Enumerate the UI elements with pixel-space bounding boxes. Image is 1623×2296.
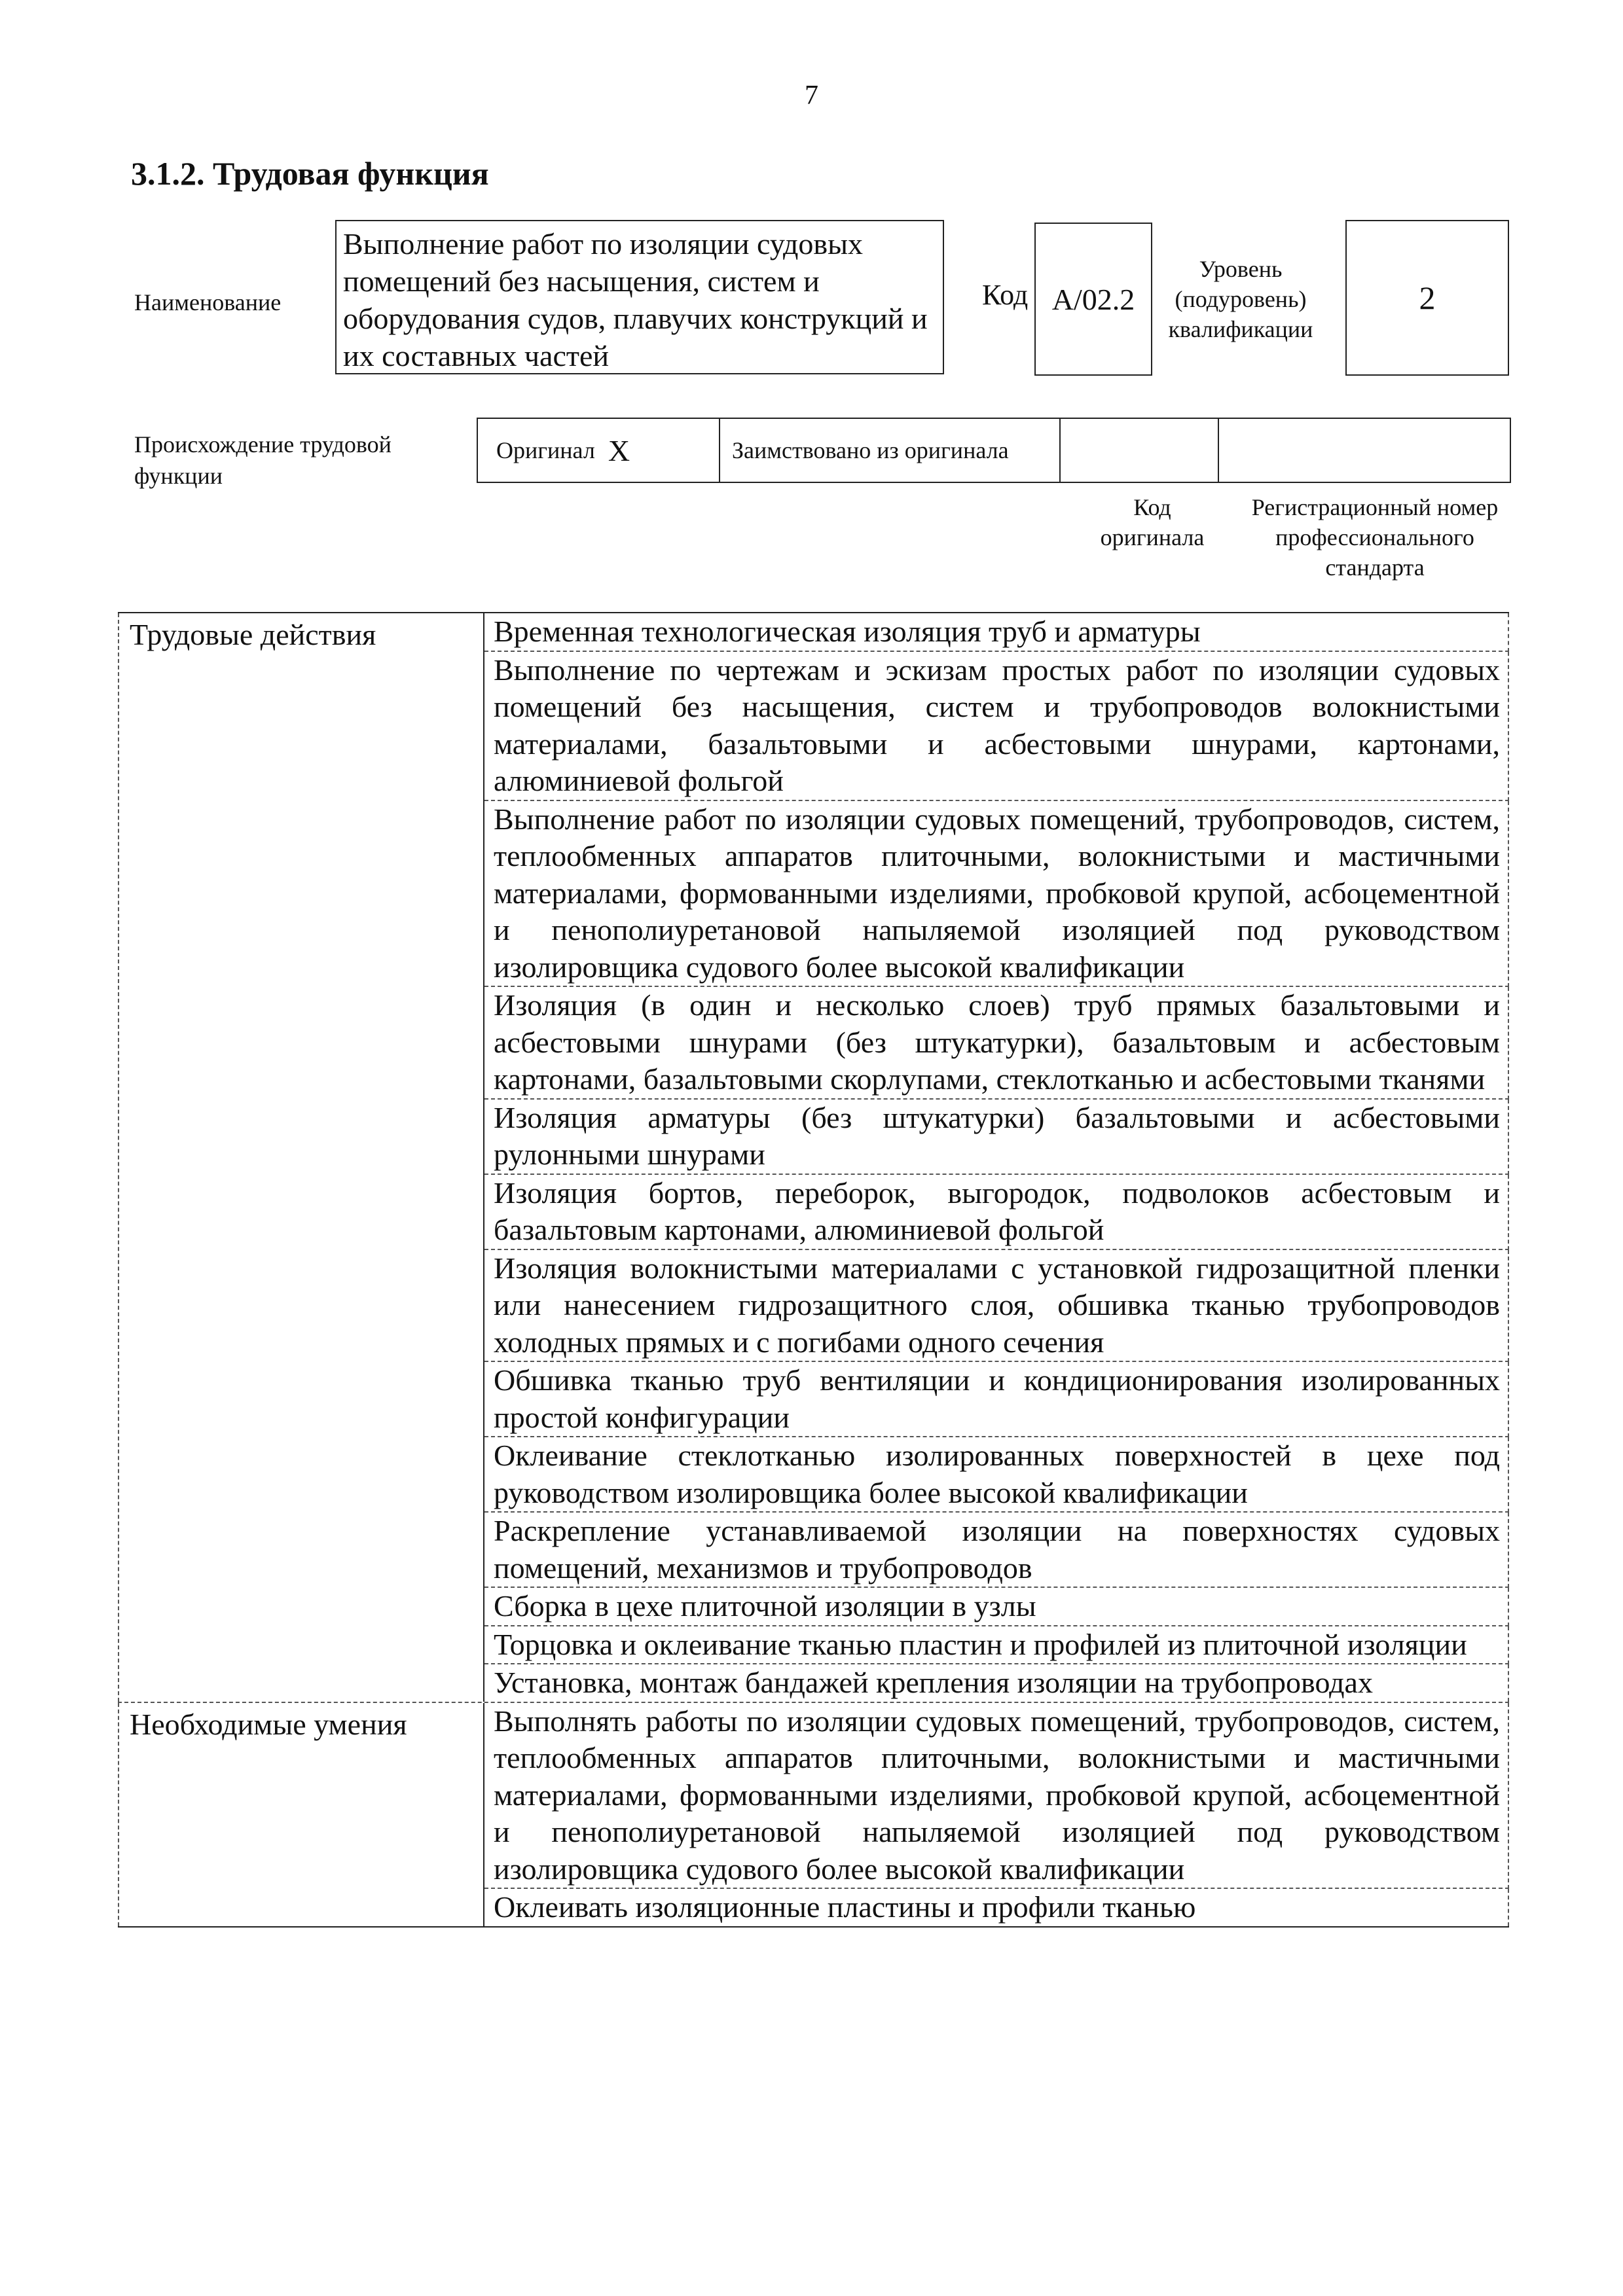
code-label: Код — [982, 279, 1029, 311]
list-item: Оклеивание стеклотканью изолированных поверхностей в цехе под руководством изолировщика более высокой квалификации — [484, 1437, 1509, 1513]
code-value: А/02.2 — [1051, 282, 1135, 316]
level-label-line-3: квалификации — [1168, 316, 1313, 342]
list-item: Обшивка тканью труб вентиляции и кондиционирования изолированных простой конфигурации — [484, 1362, 1509, 1437]
section-title: 3.1.2. Трудовая функция — [131, 155, 489, 192]
required-skills-row — [118, 1703, 1509, 1926]
list-item: Временная технологическая изоляция труб и арматуры — [484, 613, 1509, 652]
required-skills-list — [484, 1703, 1509, 1926]
labor-actions-row — [118, 613, 1509, 1703]
level-value: 2 — [1419, 279, 1436, 316]
list-item: Сборка в цехе плиточной изоляции в узлы — [484, 1588, 1509, 1626]
registration-number-cell — [1219, 418, 1511, 483]
list-item: Изоляция (в один и несколько слоев) труб прямых базальтовыми и асбестовыми шнурами (без штукатурки), базальтовым и асбестовым картонами, базальтовыми скорлупами, стеклотканью и асбестовыми тканями — [484, 987, 1509, 1100]
original-label: Оригинал — [496, 437, 595, 463]
list-item: Оклеивать изоляционные пластины и профили тканью — [484, 1889, 1509, 1926]
name-label: Наименование — [134, 289, 282, 315]
original-code-caption-line-1: Код — [1133, 494, 1171, 520]
origin-row — [477, 418, 1511, 483]
original-code-caption — [1061, 492, 1244, 552]
list-item: Выполнение работ по изоляции судовых помещений, трубопроводов, систем, теплообменных аппаратов плиточными, волокнистыми и мастичными материалами, формованными изделиями, пробковой крупой, асбоцементной и пенополиуретановой напыляемой изоляцией под руководством изолировщика судового более высокой квалификации — [484, 801, 1509, 988]
level-value-box — [1345, 220, 1509, 376]
original-code-cell — [1061, 418, 1219, 483]
level-label — [1156, 254, 1326, 344]
original-code-caption-line-2: оригинала — [1100, 524, 1205, 550]
labor-actions-list — [484, 613, 1509, 1702]
list-item: Изоляция бортов, переборок, выгородок, подволоков асбестовым и базальтовым картонами, алюминиевой фольгой — [484, 1175, 1509, 1250]
borrowed-cell — [720, 418, 1061, 483]
name-value-box: Выполнение работ по изоляции судовых помещений без насыщения, систем и оборудования судов, плавучих конструкций и их составных частей — [335, 220, 944, 374]
level-label-line-2: (подуровень) — [1175, 286, 1307, 312]
original-cell — [477, 418, 720, 483]
registration-caption-line-3: стандарта — [1325, 554, 1425, 581]
list-item: Торцовка и оклеивание тканью пластин и профилей из плиточной изоляции — [484, 1626, 1509, 1665]
list-item: Раскрепление устанавливаемой изоляции на поверхностях судовых помещений, механизмов и трубопроводов — [484, 1513, 1509, 1588]
list-item: Изоляция арматуры (без штукатурки) базальтовыми и асбестовыми рулонными шнурами — [484, 1100, 1509, 1175]
borrowed-label: Заимствовано из оригинала — [732, 437, 1009, 463]
labor-actions-label: Трудовые действия — [118, 613, 484, 1702]
list-item: Выполнять работы по изоляции судовых помещений, трубопроводов, систем, теплообменных аппаратов плиточными, волокнистыми и мастичными материалами, формованными изделиями, пробковой крупой, асбоцементной и пенополиуретановой напыляемой изоляцией под руководством изолировщика судового более высокой квалификации — [484, 1703, 1509, 1890]
registration-caption-line-2: профессионального — [1275, 524, 1474, 550]
origin-label: Происхождение трудовой функции — [134, 431, 392, 489]
page-number: 7 — [805, 81, 818, 111]
registration-number-caption — [1218, 492, 1532, 583]
function-table — [118, 612, 1509, 1928]
list-item: Изоляция волокнистыми материалами с установкой гидрозащитной пленки или нанесением гидрозащитного слоя, обшивка тканью трубопроводов холодных прямых и с погибами одного сечения — [484, 1250, 1509, 1363]
required-skills-label: Необходимые умения — [118, 1703, 484, 1926]
code-value-box — [1034, 223, 1152, 376]
registration-caption-line-1: Регистрационный номер — [1251, 494, 1499, 520]
level-label-line-1: Уровень — [1199, 256, 1283, 282]
list-item: Установка, монтаж бандажей крепления изоляции на трубопроводах — [484, 1664, 1509, 1702]
list-item: Выполнение по чертежам и эскизам простых работ по изоляции судовых помещений без насыщения, систем и трубопроводов волокнистыми материалами, базальтовыми и асбестовыми шнурами, картонами, алюминиевой фольгой — [484, 652, 1509, 801]
original-mark: Х — [608, 433, 630, 467]
